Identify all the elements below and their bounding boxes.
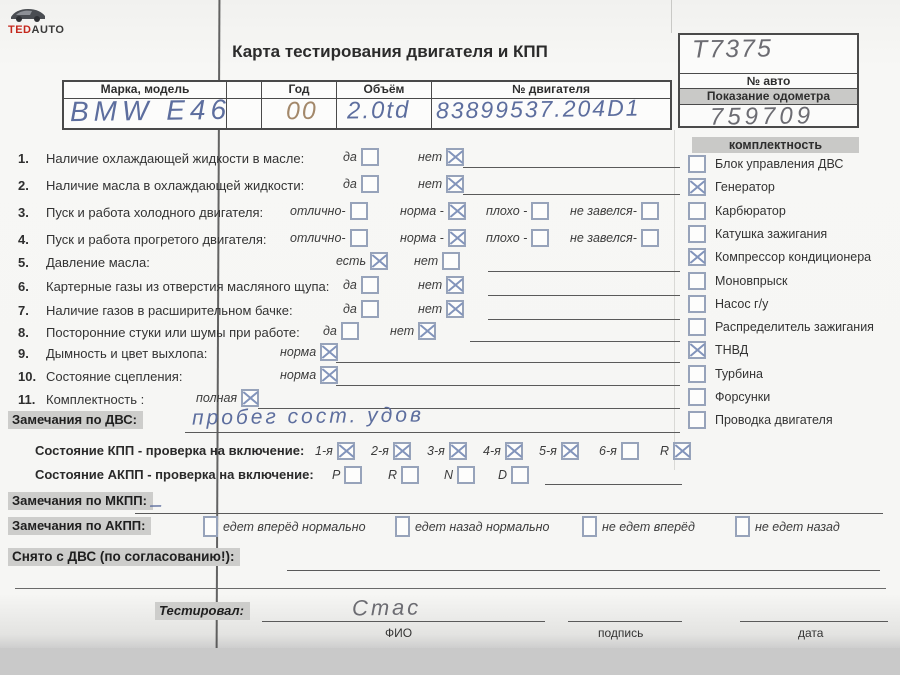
odometer-value: 759709	[709, 102, 815, 131]
checklist-number: 8.	[18, 324, 29, 340]
dvs-remarks-line	[185, 432, 680, 433]
option-label: нет	[390, 324, 415, 338]
header-make-model: Марка, модель	[64, 82, 227, 98]
checklist-option	[570, 229, 659, 247]
checkbox	[688, 388, 706, 406]
checklist-option	[418, 148, 464, 166]
checkbox	[621, 442, 639, 460]
dvs-remarks-value: пробег сост. удов	[191, 403, 425, 430]
akpp-check-label: Состояние АКПП - проверка на включение:	[35, 467, 314, 482]
gear-label: D	[498, 468, 508, 482]
checkbox	[442, 252, 460, 270]
checkbox	[350, 202, 368, 220]
option-label: плохо -	[486, 231, 528, 245]
akpp-remark-label: не едет вперёд	[602, 519, 695, 534]
tester-label: Тестировал:	[155, 602, 250, 620]
gear-option	[483, 442, 523, 460]
gear-option	[315, 442, 355, 460]
dvs-remarks-row	[8, 411, 143, 429]
checklist-option	[336, 252, 388, 270]
checklist-option	[343, 300, 379, 318]
checklist-label: Картерные газы из отверстия масляного щупа:	[46, 278, 330, 294]
checkbox	[418, 322, 436, 340]
akpp-remarks-label: Замечания по АКПП:	[8, 517, 151, 535]
checkbox	[344, 466, 362, 484]
checklist-option	[418, 175, 464, 193]
volume-value: 2.0td	[346, 96, 411, 125]
checkbox	[688, 295, 706, 313]
checkbox	[203, 516, 218, 537]
gear-label: R	[388, 468, 398, 482]
option-label: полная	[196, 391, 238, 405]
checkbox	[446, 148, 464, 166]
option-label: да	[323, 324, 337, 338]
checklist-label: Пуск и работа холодного двигателя:	[46, 204, 264, 220]
table-divider	[261, 99, 263, 130]
akpp-remark-option	[582, 516, 695, 537]
checkbox	[641, 229, 659, 247]
checkbox	[361, 148, 379, 166]
checkbox	[531, 202, 549, 220]
comment-line	[336, 385, 680, 386]
checklist-option	[418, 276, 464, 294]
option-label: отлично-	[290, 204, 346, 218]
checkbox	[449, 442, 467, 460]
equipment-label: Распределитель зажигания	[715, 320, 874, 335]
checkbox	[401, 466, 419, 484]
option-label: нет	[414, 254, 439, 268]
checkbox	[448, 202, 466, 220]
checklist-row	[18, 147, 686, 169]
equipment-item	[688, 411, 833, 429]
equipment-label: Блок управления ДВС	[715, 157, 844, 171]
signature-label: подпись	[598, 626, 644, 640]
comment-line	[488, 295, 680, 296]
gear-option	[427, 442, 467, 460]
checkbox	[393, 442, 411, 460]
gear-option	[371, 442, 411, 460]
checklist-label: Посторонние стуки или шумы при работе:	[46, 324, 300, 340]
checkbox	[531, 229, 549, 247]
vehicle-table	[62, 80, 672, 130]
checklist-label: Комплектность :	[46, 391, 145, 407]
checklist-option	[414, 252, 460, 270]
checklist-row	[18, 365, 686, 387]
option-label: да	[343, 150, 357, 164]
checklist-row	[18, 174, 686, 196]
checkbox	[350, 229, 368, 247]
checklist-number: 4.	[18, 231, 29, 247]
option-label: нет	[418, 302, 443, 316]
dvs-remarks-label: Замечания по ДВС:	[8, 411, 143, 429]
checklist-number: 11.	[18, 391, 36, 407]
checklist-label: Наличие газов в расширительном бачке:	[46, 302, 293, 318]
checkbox	[448, 229, 466, 247]
equipment-label: Проводка двигателя	[715, 413, 833, 428]
option-label: да	[343, 177, 357, 191]
option-label: норма	[280, 368, 317, 382]
fio-label: ФИО	[385, 626, 413, 640]
comment-line	[336, 362, 680, 363]
year-value: 00	[285, 96, 318, 126]
option-label: да	[343, 302, 357, 316]
checkbox	[361, 175, 379, 193]
comment-line	[488, 271, 680, 272]
akpp-remark-label: едет вперёд нормально	[223, 519, 366, 534]
gear-label: 3-я	[427, 444, 445, 458]
checkbox	[735, 516, 750, 537]
make-model-value: BMW E46	[69, 93, 232, 128]
mkpp-remarks-label: Замечания по МКПП:	[8, 492, 153, 510]
checklist-option	[486, 229, 549, 247]
equipment-item	[688, 341, 748, 359]
checkbox	[457, 466, 475, 484]
option-label: нет	[418, 150, 443, 164]
fio-line	[262, 621, 545, 622]
gear-option	[539, 442, 579, 460]
option-label: не завелся-	[570, 231, 637, 245]
equipment-item	[688, 318, 874, 336]
checklist-option	[343, 276, 379, 294]
equipment-item	[688, 178, 775, 196]
gear-label: 2-я	[371, 444, 389, 458]
checklist-label: Состояние сцепления:	[46, 368, 183, 384]
gear-label: 5-я	[539, 444, 557, 458]
checklist-number: 6.	[18, 278, 29, 294]
option-label: есть	[336, 254, 367, 268]
checkbox	[446, 175, 464, 193]
equipment-item	[688, 388, 770, 406]
checkbox	[561, 442, 579, 460]
brand-logo	[8, 6, 118, 36]
checkbox	[370, 252, 388, 270]
checkbox	[446, 300, 464, 318]
equipment-item	[688, 155, 843, 173]
checklist-number: 3.	[18, 204, 29, 220]
checklist-label: Наличие охлаждающей жидкости в масле:	[46, 150, 305, 166]
checklist-option	[390, 322, 436, 340]
equipment-item	[688, 202, 786, 220]
gear-label: 4-я	[483, 444, 501, 458]
checklist-option	[570, 202, 659, 220]
checklist-number: 5.	[18, 254, 29, 270]
akpp-check-row	[0, 464, 900, 488]
checklist-label: Дымность и цвет выхлопа:	[46, 345, 208, 361]
checklist-option	[290, 229, 368, 247]
option-label: нет	[418, 278, 443, 292]
gear-option	[332, 466, 362, 484]
checkbox	[582, 516, 597, 537]
akpp-remark-option	[395, 516, 549, 537]
vehicle-table-values	[64, 93, 670, 130]
checkbox	[688, 248, 706, 266]
checkbox	[341, 322, 359, 340]
gear-option	[599, 442, 639, 460]
tester-row	[155, 602, 250, 620]
equipment-item	[688, 272, 787, 290]
checkbox	[688, 202, 706, 220]
checkbox	[688, 272, 706, 290]
option-label: да	[343, 278, 357, 292]
option-label: нет	[418, 177, 443, 191]
checklist-label: Пуск и работа прогретого двигателя:	[46, 231, 267, 247]
checkbox	[688, 318, 706, 336]
equipment-label: Насос г/у	[715, 296, 769, 311]
checklist-option	[290, 202, 368, 220]
equipment-item	[688, 248, 871, 266]
checklist-option	[343, 175, 379, 193]
kpp-check-label: Состояние КПП - проверка на включение:	[35, 443, 305, 458]
brand-name-ted: TED	[8, 24, 32, 36]
checklist-row	[18, 275, 686, 297]
checkbox	[511, 466, 529, 484]
checkbox	[641, 202, 659, 220]
date-label: дата	[798, 626, 824, 640]
mkpp-remarks-line	[135, 513, 883, 514]
date-line	[740, 621, 888, 622]
section-divider	[15, 588, 886, 589]
checklist-number: 7.	[18, 302, 29, 318]
checklist-option	[323, 322, 359, 340]
checkbox	[361, 276, 379, 294]
checkbox	[688, 411, 706, 429]
checkbox	[688, 225, 706, 243]
removed-dvs-line	[287, 570, 880, 571]
checklist-row	[18, 299, 686, 321]
checklist-label: Давление масла:	[46, 254, 150, 270]
odometer-label: Показание одометра	[680, 89, 857, 105]
option-label: норма -	[400, 231, 444, 245]
removed-dvs-label: Снято с ДВС (по согласованию!):	[8, 548, 240, 566]
checklist-number: 2.	[18, 177, 29, 193]
gear-label: 6-я	[599, 444, 617, 458]
signature-line	[568, 621, 682, 622]
checklist-option	[343, 148, 379, 166]
equipment-item	[688, 365, 763, 383]
tester-name-value: Стас	[351, 594, 422, 621]
equipment-label: Катушка зажигания	[715, 226, 828, 241]
comment-line	[463, 194, 680, 195]
checkbox	[395, 516, 410, 537]
gear-label: P	[332, 468, 341, 482]
header-year: Год	[262, 82, 337, 98]
option-label: норма -	[400, 204, 444, 218]
table-divider	[336, 99, 338, 130]
checklist-row	[18, 201, 686, 223]
mkpp-remarks-value: –	[149, 493, 164, 517]
checkbox	[688, 365, 706, 383]
auto-number-value: T7375	[691, 34, 774, 64]
header-engine-no: № двигателя	[512, 82, 590, 96]
brand-name	[8, 24, 118, 36]
equipment-item	[688, 295, 768, 313]
checkbox	[446, 276, 464, 294]
checklist-option	[280, 366, 338, 384]
checklist-number: 9.	[18, 345, 29, 361]
equipment-label: Генератор	[715, 180, 775, 195]
checklist-row	[18, 251, 686, 273]
scan-ghost-line	[671, 0, 672, 33]
checklist-number: 1.	[18, 150, 29, 166]
checklist-row	[18, 342, 686, 364]
brand-name-auto: AUTO	[31, 24, 65, 36]
equipment-label: Форсунки	[715, 390, 771, 404]
equipment-header: комплектность	[692, 137, 859, 153]
gear-option	[498, 466, 529, 484]
checklist-row	[18, 321, 686, 343]
checkbox	[337, 442, 355, 460]
checkbox	[320, 343, 338, 361]
gear-label: N	[444, 468, 454, 482]
checkbox	[505, 442, 523, 460]
gear-label: 1-я	[315, 444, 333, 458]
equipment-label: Карбюратор	[715, 203, 786, 218]
gear-option	[444, 466, 475, 484]
checkbox	[673, 442, 691, 460]
akpp-remark-option	[203, 516, 366, 537]
akpp-remark-option	[735, 516, 840, 537]
option-label: не завелся-	[570, 204, 637, 218]
scan-edge	[0, 648, 900, 675]
gear-option	[388, 466, 419, 484]
checklist-option	[418, 300, 464, 318]
gear-option	[660, 442, 691, 460]
option-label: плохо -	[486, 204, 528, 218]
page-title: Карта тестирования двигателя и КПП	[232, 42, 548, 61]
option-label: отлично-	[290, 231, 346, 245]
checklist-option	[400, 202, 466, 220]
equipment-label: Турбина	[715, 366, 763, 381]
equipment-label: Моновпрыск	[715, 273, 788, 288]
akpp-remark-label: едет назад нормально	[415, 519, 550, 534]
checklist-option	[196, 389, 259, 407]
equipment-item	[688, 225, 827, 243]
header-empty	[227, 82, 262, 98]
checklist-number: 10.	[18, 368, 37, 384]
header-volume: Объём	[337, 82, 432, 98]
checkbox	[241, 389, 259, 407]
equipment-label: ТНВД	[715, 343, 749, 358]
comment-line	[488, 319, 680, 320]
checkbox	[688, 155, 706, 173]
comment-line	[463, 167, 680, 168]
option-label: норма	[280, 345, 317, 359]
mkpp-remarks-row	[8, 492, 153, 510]
checklist-label: Наличие масла в охлаждающей жидкости:	[46, 177, 305, 193]
checkbox	[320, 366, 338, 384]
gear-label: R	[660, 444, 670, 458]
checklist-option	[486, 202, 549, 220]
checkbox	[688, 341, 706, 359]
auto-number-label: № авто	[680, 73, 857, 89]
checkbox	[361, 300, 379, 318]
akpp-remark-label: не едет назад	[755, 519, 840, 534]
engine-no-value: 83899537.204D1	[435, 94, 641, 124]
checklist-option	[280, 343, 338, 361]
auto-number-box	[678, 33, 859, 131]
akpp-check-line	[545, 484, 682, 485]
kpp-check-row	[0, 440, 900, 464]
checklist-row	[18, 228, 686, 250]
removed-dvs-row	[8, 548, 240, 566]
checkbox	[688, 178, 706, 196]
equipment-label: Компрессор кондиционера	[715, 250, 872, 265]
car-icon	[8, 6, 48, 24]
table-divider	[431, 99, 433, 130]
akpp-remarks-row	[8, 517, 151, 535]
checklist-option	[400, 229, 466, 247]
